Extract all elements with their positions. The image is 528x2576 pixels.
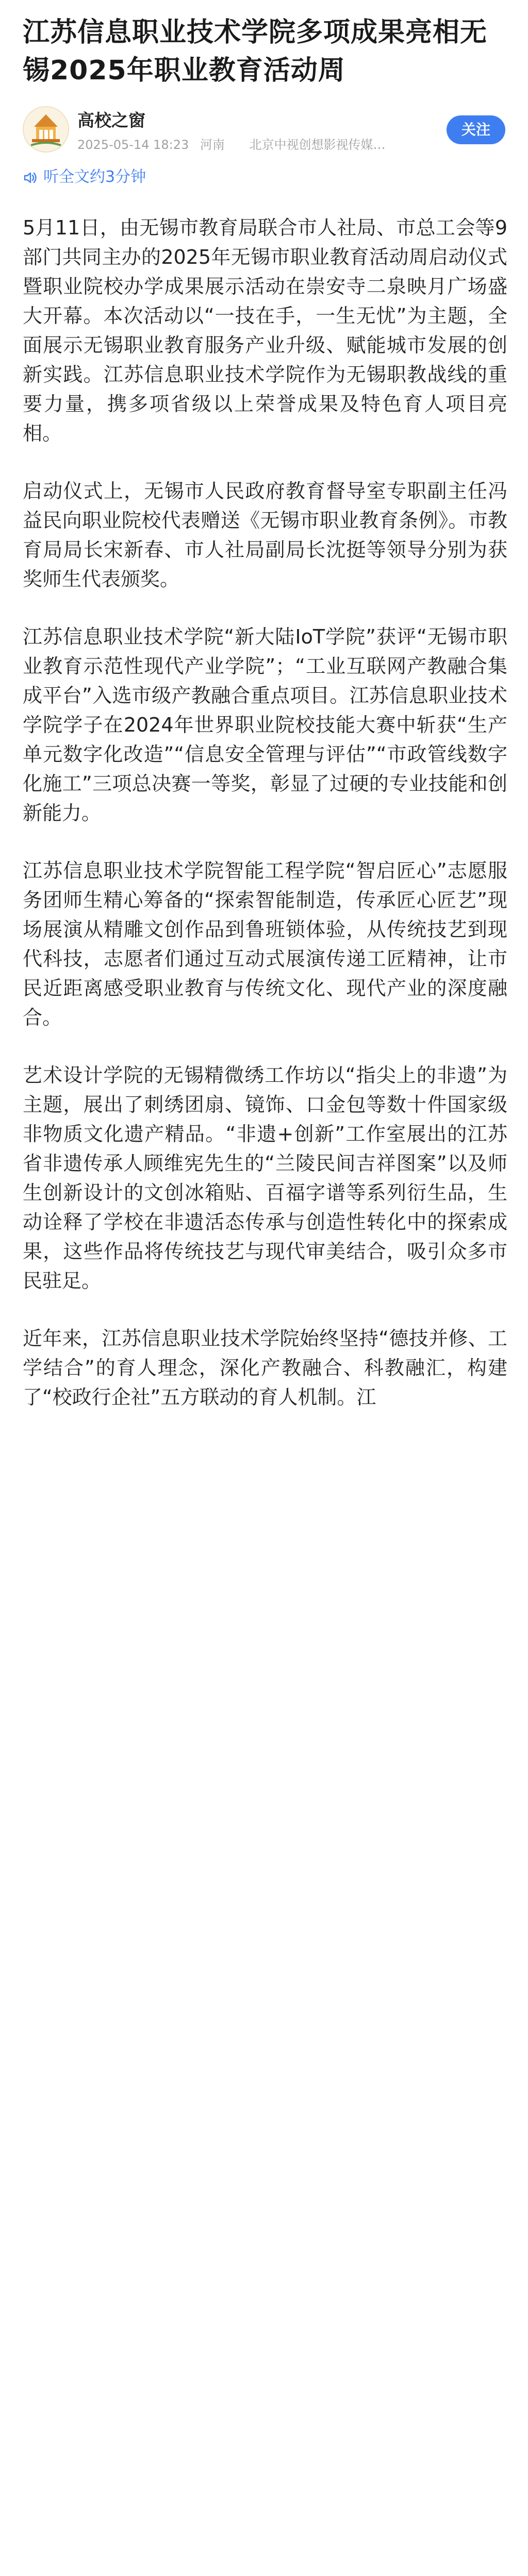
follow-button[interactable]: 关注 — [447, 115, 505, 144]
article-header — [0, 0, 528, 166]
publish-location: 河南 — [200, 138, 225, 152]
listen-label: 听全文约3分钟 — [43, 168, 146, 186]
article-paragraph: 江苏信息职业技术学院智能工程学院“智启匠心”志愿服务团师生精心筹备的“探索智能制造，传承匠心匠艺”现场展演从精雕文创作品到鲁班锁体验，从传统技艺到现代科技，志愿者们通过互动式展演传递工匠精神，让市民近距离感受职业教育与传统文化、现代产业的深度融合。 — [23, 859, 507, 1029]
author-meta — [77, 137, 393, 152]
article-paragraph: 5月11日，由无锡市教育局联合市人社局、市总工会等9部门共同主办的2025年无锡市职业教育活动周启动仪式暨职业院校办学成果展示活动在崇安寺二泉映月广场盛大开幕。本次活动以“一技在手，一生无忧”为主题，全面展示无锡职业教育服务产业升级、赋能城市发展的创新实践。江苏信息职业技术学院作为无锡职教战线的重要力量，携多项省级以上荣誉成果及特色育人项目亮相。 — [23, 216, 507, 445]
article-title: 江苏信息职业技术学院多项成果亮相无锡2025年职业教育活动周 — [23, 17, 488, 86]
publish-source: 北京中视创想影视传媒… — [249, 138, 386, 152]
article-body — [0, 189, 528, 1412]
article-paragraph: 近年来，江苏信息职业技术学院始终坚持“德技并修、工学结合”的育人理念，深化产教融合、科教融汇，构建了“校政行企社”五方联动的育人机制。江 — [23, 1327, 507, 1409]
publish-datetime: 2025-05-14 18:23 — [77, 138, 189, 152]
article-paragraph: 启动仪式上，无锡市人民政府教育督导室专职副主任冯益民向职业院校代表赠送《无锡市职业教育条例》。市教育局局长宋新春、市人社局副局长沈挺等领导分别为获奖师生代表颁奖。 — [23, 480, 507, 590]
listen-full-article-button[interactable] — [0, 166, 528, 189]
author-bar — [23, 103, 505, 166]
article-paragraph: 艺术设计学院的无锡精微绣工作坊以“指尖上的非遗”为主题，展出了刺绣团扇、镜饰、口金包等数十件国家级非物质文化遗产精品。“非遗+创新”工作室展出的江苏省非遗传承人顾维宪先生的“兰陵民间吉祥图案”以及师生创新设计的文创冰箱贴、百福字谱等系列衍生品，生动诠释了学校在非遗活态传承与创造性转化中的探索成果，这些作品将传统技艺与现代审美结合，吸引众多市民驻足。 — [23, 1064, 507, 1292]
author-name[interactable]: 高校之窗 — [77, 110, 145, 130]
school-logo-icon[interactable] — [23, 106, 69, 152]
article-paragraph: 江苏信息职业技术学院“新大陆IoT学院”获评“无锡市职业教育示范性现代产业学院”；“工业互联网产教融合集成平台”入选市级产教融合重点项目。江苏信息职业技术学院学子在2024年世界职业院校技能大赛中斩获“生产单元数字化改造”“信息安全管理与评估”“市政管线数字化施工”三项总决赛一等奖，彰显了过硬的专业技能和创新能力。 — [23, 625, 507, 824]
content-fade-mask — [0, 1638, 528, 1731]
speaker-icon — [23, 170, 38, 185]
